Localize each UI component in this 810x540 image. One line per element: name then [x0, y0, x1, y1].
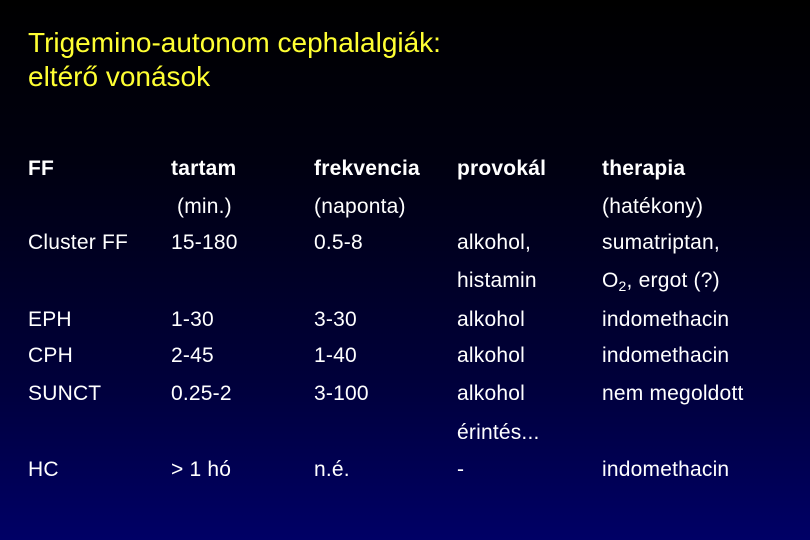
row-sunct-name: SUNCT	[28, 382, 102, 405]
header-provokal: provokál	[457, 157, 547, 180]
row-cluster-tartam: 15-180	[171, 231, 238, 254]
header-therapia: therapia	[602, 157, 686, 180]
row-cluster-provokal-1: alkohol,	[457, 231, 531, 254]
row-cluster-therapia-2	[602, 268, 720, 294]
slide-title	[28, 26, 441, 94]
header-tartam-unit: (min.)	[177, 195, 232, 218]
header-therapia-unit: (hatékony)	[602, 195, 704, 218]
row-hc-therapia: indomethacin	[602, 458, 730, 481]
row-cph-provokal: alkohol	[457, 344, 525, 367]
row-cluster-frekvencia: 0.5-8	[314, 231, 363, 254]
row-sunct-tartam: 0.25-2	[171, 382, 232, 405]
row-hc-name: HC	[28, 458, 59, 481]
row-cluster-name: Cluster FF	[28, 231, 129, 254]
row-eph-tartam: 1-30	[171, 308, 214, 331]
row-cluster-therapia-1: sumatriptan,	[602, 231, 720, 254]
row-cph-frekvencia: 1-40	[314, 344, 357, 367]
row-cph-tartam: 2-45	[171, 344, 214, 367]
title-line-2: eltérő vonások	[28, 61, 211, 92]
row-eph-provokal: alkohol	[457, 308, 525, 331]
row-hc-frekvencia: n.é.	[314, 458, 350, 481]
therapia-o2-sub: 2	[618, 278, 627, 294]
row-eph-frekvencia: 3-30	[314, 308, 357, 331]
row-cph-therapia: indomethacin	[602, 344, 730, 367]
title-line-1: Trigemino-autonom cephalalgiák:	[28, 27, 441, 58]
row-hc-tartam: > 1 hó	[171, 458, 232, 481]
row-hc-provokal: -	[457, 458, 465, 481]
header-frekvencia-unit: (naponta)	[314, 195, 406, 218]
header-ff: FF	[28, 157, 55, 180]
row-sunct-provokal-2: érintés...	[457, 421, 540, 444]
row-sunct-frekvencia: 3-100	[314, 382, 369, 405]
header-tartam: tartam	[171, 157, 237, 180]
header-frekvencia: frekvencia	[314, 157, 420, 180]
row-sunct-provokal-1: alkohol	[457, 382, 525, 405]
row-cluster-provokal-2: histamin	[457, 269, 537, 292]
row-sunct-therapia: nem megoldott	[602, 382, 744, 405]
therapia-o2-rest: , ergot (?)	[626, 269, 720, 292]
therapia-o2-o: O	[602, 269, 619, 292]
row-eph-therapia: indomethacin	[602, 308, 730, 331]
row-cph-name: CPH	[28, 344, 73, 367]
row-eph-name: EPH	[28, 308, 72, 331]
